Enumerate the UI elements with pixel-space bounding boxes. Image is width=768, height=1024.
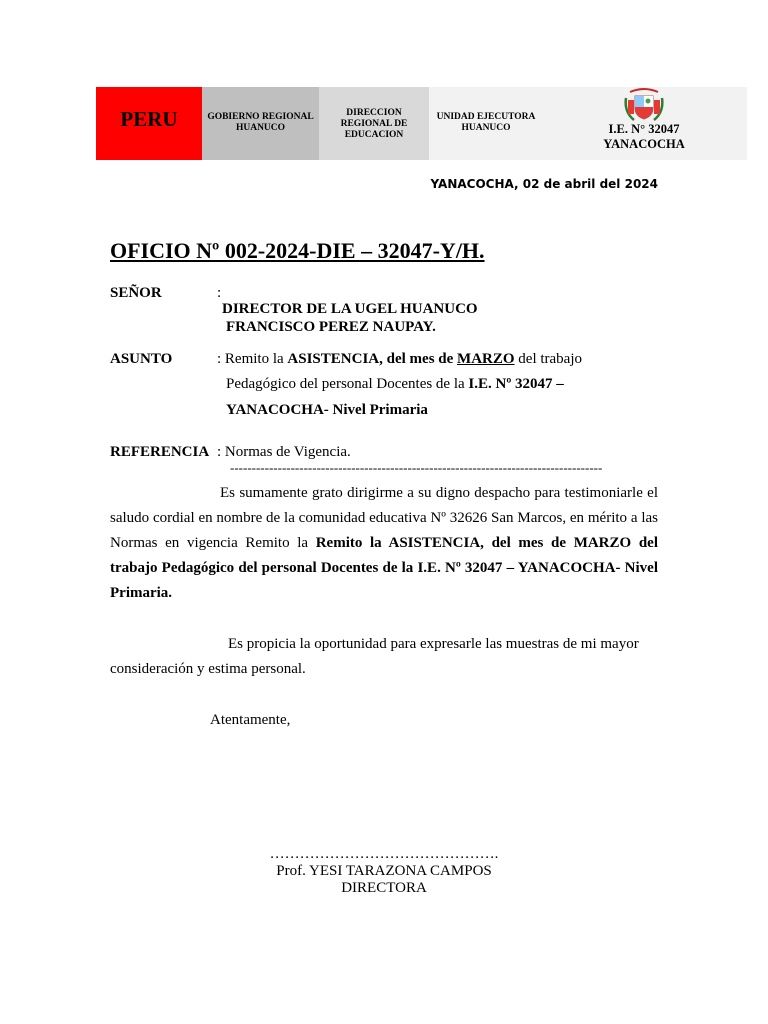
referencia-value: : Normas de Vigencia. <box>217 444 351 460</box>
asunto-month: MARZO <box>457 351 515 367</box>
asunto-text-end: del trabajo <box>514 351 583 367</box>
header-ie-number: I.E. N° 32047 <box>608 122 680 136</box>
document-title: OFICIO Nº 002-2024-DIE – 32047-Y/H. <box>110 238 485 263</box>
signature-line: ………………………………………. <box>269 846 499 862</box>
header-country: PERU <box>120 107 178 131</box>
asunto-bold-text: ASISTENCIA, del mes de <box>287 351 458 367</box>
closing: Atentamente, <box>210 712 291 728</box>
asunto-line-2 <box>226 374 564 394</box>
recipient-title: DIRECTOR DE LA UGEL HUANUCO <box>222 301 478 317</box>
asunto-label: ASUNTO <box>110 351 173 367</box>
signatory-role: DIRECTORA <box>341 880 427 896</box>
header-ie-block <box>580 122 708 152</box>
header-gobierno-regional: GOBIERNO REGIONAL HUANUCO <box>207 112 314 133</box>
peru-coat-of-arms-icon <box>620 86 668 124</box>
separator-line: -------------------------------------------------------------------------------------- <box>230 460 603 475</box>
body-paragraph-1-bold: Remito la ASISTENCIA, del mes de MARZO del trabajo Pedagógico del personal Docentes de la I.E. Nº 32047 – YANACOCHA- Nivel Primaria. <box>110 535 658 601</box>
asunto-text: Pedagógico del personal Docentes de la <box>226 376 469 392</box>
body-paragraph-1-text: Es sumamente grato dirigirme a su digno despacho para testimoniarle el saludo cordial en nombre de la comunidad educativa Nº 32626 San Marcos, en mérito a las Normas en vigencia Remito la <box>110 485 658 551</box>
asunto-text: : Remito la <box>217 351 288 367</box>
document-date: YANACOCHA, 02 de abril del 2024 <box>430 177 658 191</box>
asunto-line-3: YANACOCHA- Nivel Primaria <box>226 402 428 418</box>
senor-label: SEÑOR <box>110 285 162 301</box>
header-direccion-regional: DIRECCION REGIONAL DE EDUCACION <box>340 108 408 140</box>
senor-colon: : <box>217 285 222 301</box>
body-paragraph-2: Es propicia la oportunidad para expresarle las muestras de mi mayor consideración y estima personal. <box>110 636 639 677</box>
body-paragraph-1 <box>110 481 658 606</box>
asunto-ie-number: I.E. Nº 32047 – <box>468 376 564 392</box>
header-ie-name: YANACOCHA <box>603 137 685 151</box>
header-unidad-ejecutora: UNIDAD EJECUTORA HUANUCO <box>436 112 536 133</box>
referencia-label: REFERENCIA <box>110 444 210 460</box>
asunto-line-1 <box>217 349 582 369</box>
recipient-name: FRANCISCO PEREZ NAUPAY. <box>226 319 436 335</box>
signatory-name: Prof. YESI TARAZONA CAMPOS <box>276 863 492 879</box>
